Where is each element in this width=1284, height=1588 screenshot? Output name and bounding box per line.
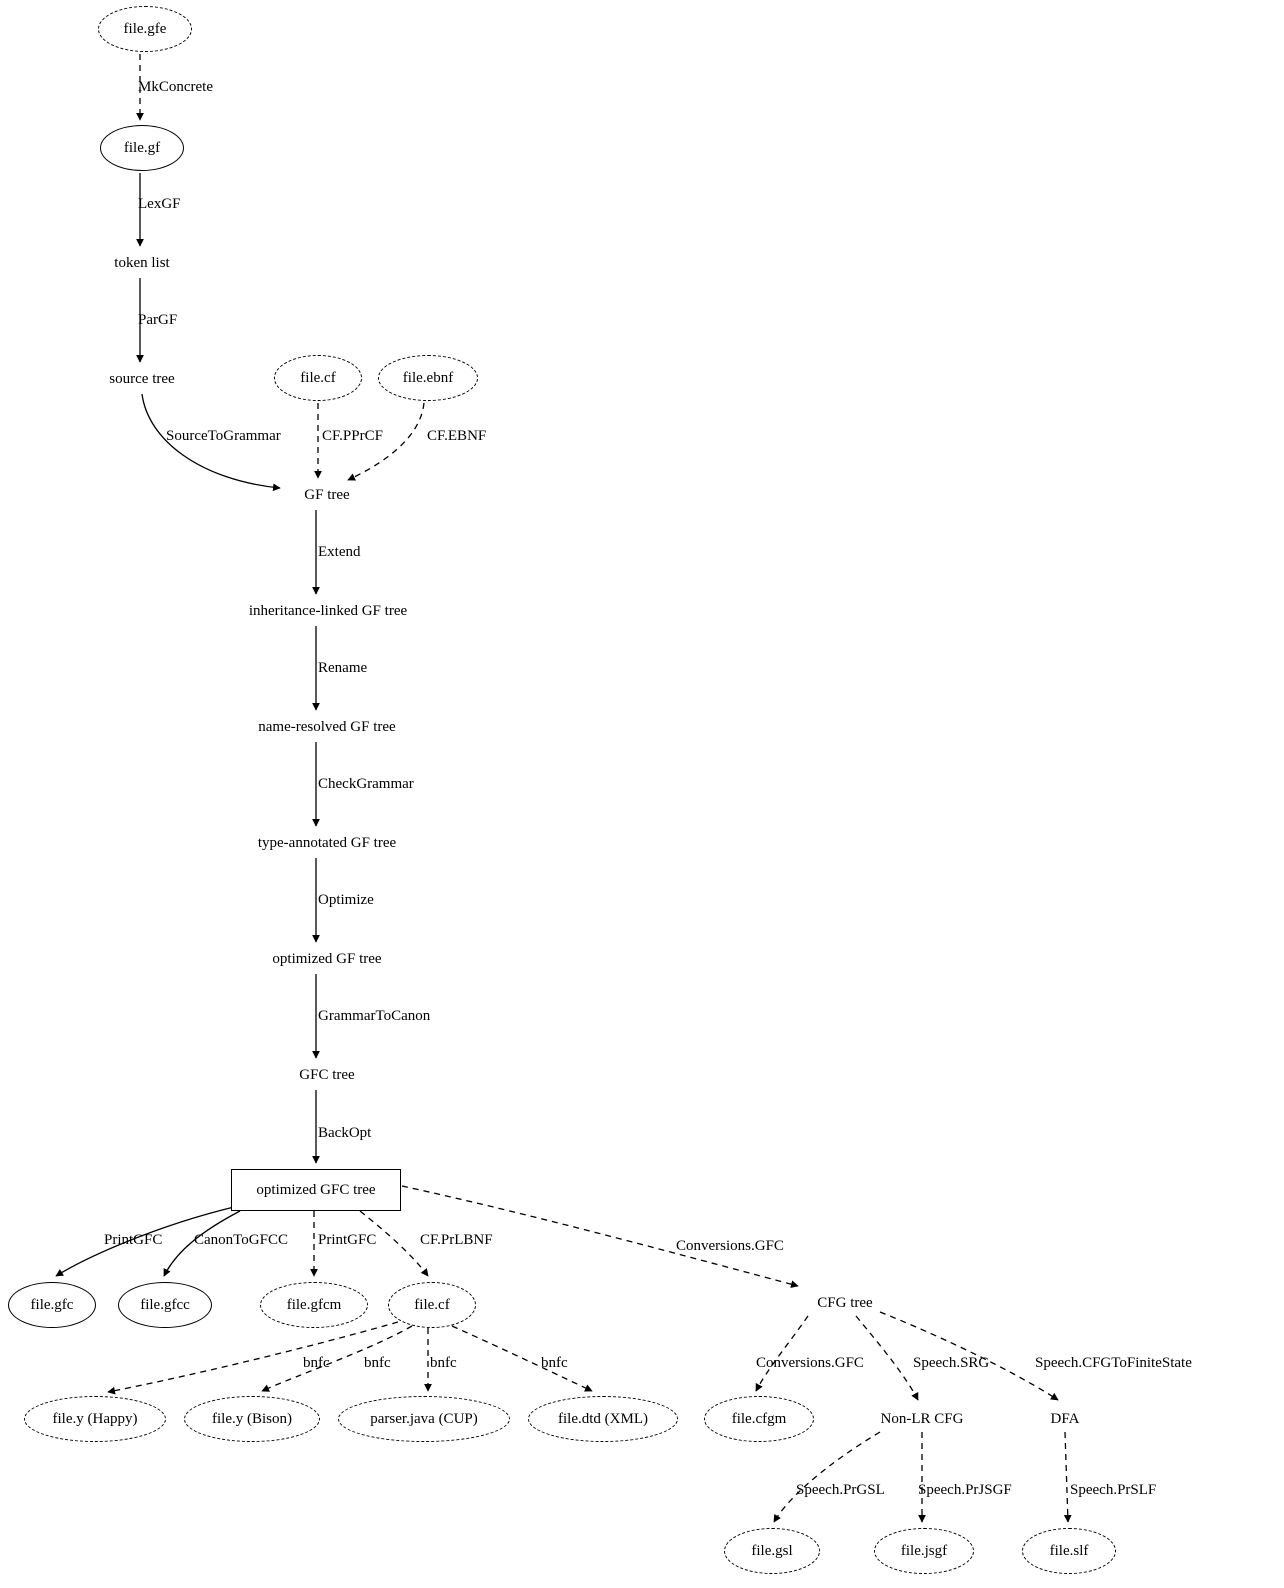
edge-label-lbl-pargf: ParGF [138, 312, 178, 328]
edge-label-lbl-canontogfcc: CanonToGFCC [194, 1232, 288, 1248]
node-file-jsgf: file.jsgf [874, 1528, 974, 1574]
edge-label-lbl-speechsrg: Speech.SRG [913, 1355, 990, 1371]
node-file-cf-bot: file.cf [388, 1282, 476, 1328]
node-file-gfcc: file.gfcc [118, 1282, 212, 1328]
diagram-edge [452, 1326, 592, 1391]
diagram-edge [774, 1432, 880, 1522]
edge-label-lbl-extend: Extend [318, 544, 361, 560]
node-non-lr-cfg: Non-LR CFG [880, 1410, 964, 1427]
node-file-gfe: file.gfe [98, 6, 192, 52]
edge-label-lbl-bnfc2: bnfc [364, 1355, 391, 1371]
edge-label-lbl-cfpprcf: CF.PPrCF [322, 428, 383, 444]
node-file-ebnf: file.ebnf [378, 355, 478, 401]
edge-label-lbl-backopt: BackOpt [318, 1125, 372, 1141]
node-file-gf: file.gf [100, 125, 184, 171]
diagram-edge [856, 1316, 918, 1400]
edge-label-lbl-speechprgsl: Speech.PrGSL [796, 1482, 885, 1498]
edge-label-lbl-printgfc1: PrintGFC [104, 1232, 163, 1248]
diagram-edge [756, 1316, 808, 1391]
node-file-y-bison: file.y (Bison) [184, 1396, 320, 1442]
node-opt-gf-tree: optimized GF tree [272, 950, 382, 967]
edge-label-lbl-printgfc2: PrintGFC [318, 1232, 377, 1248]
diagram-edge [1065, 1432, 1068, 1522]
node-file-slf: file.slf [1022, 1528, 1116, 1574]
node-file-cf-top: file.cf [274, 355, 362, 401]
edge-label-lbl-checkgrammar: CheckGrammar [318, 776, 414, 792]
edge-label-lbl-bnfc1: bnfc [303, 1355, 330, 1371]
edge-label-lbl-bnfc4: bnfc [541, 1355, 568, 1371]
node-file-gfc: file.gfc [8, 1282, 96, 1328]
edge-label-lbl-cfprlbnf: CF.PrLBNF [420, 1232, 493, 1248]
edge-label-lbl-sourcetogrammar: SourceToGrammar [166, 428, 281, 444]
node-file-y-happy: file.y (Happy) [24, 1396, 166, 1442]
node-type-gf-tree: type-annotated GF tree [257, 834, 397, 851]
node-inh-gf-tree: inheritance-linked GF tree [248, 602, 408, 619]
node-source-tree: source tree [109, 370, 175, 387]
edge-label-lbl-mkconcrete: MkConcrete [138, 79, 213, 95]
edge-label-lbl-optimize: Optimize [318, 892, 374, 908]
diagram-edge [108, 1322, 398, 1392]
node-opt-gfc-tree: optimized GFC tree [231, 1169, 401, 1211]
edge-label-lbl-grammartocanon: GrammarToCanon [318, 1008, 431, 1024]
node-cfg-tree: CFG tree [817, 1294, 873, 1311]
edge-label-lbl-bnfc3: bnfc [430, 1355, 457, 1371]
node-name-gf-tree: name-resolved GF tree [258, 718, 396, 735]
edge-label-lbl-cfebnf: CF.EBNF [427, 428, 487, 444]
node-token-list: token list [114, 254, 170, 271]
node-dfa: DFA [1050, 1410, 1080, 1427]
node-parser-java-cup: parser.java (CUP) [338, 1396, 510, 1442]
edge-label-lbl-cfgtofinitestate: Speech.CFGToFiniteState [1035, 1355, 1192, 1371]
edge-label-lbl-speechprjsgf: Speech.PrJSGF [918, 1482, 1012, 1498]
edge-label-lbl-lexgf: LexGF [138, 196, 181, 212]
edge-label-lbl-conversionsgfc2: Conversions.GFC [756, 1355, 864, 1371]
node-gfc-tree: GFC tree [299, 1066, 355, 1083]
node-gf-tree: GF tree [304, 486, 350, 503]
node-file-cfgm: file.cfgm [704, 1396, 814, 1442]
edge-label-lbl-rename: Rename [318, 660, 368, 676]
edge-label-lbl-conversionsgfc1: Conversions.GFC [676, 1238, 784, 1254]
node-file-gsl: file.gsl [724, 1528, 820, 1574]
node-file-dtd-xml: file.dtd (XML) [528, 1396, 678, 1442]
edge-label-lbl-speechprslf: Speech.PrSLF [1070, 1482, 1157, 1498]
node-file-gfcm: file.gfcm [260, 1282, 368, 1328]
